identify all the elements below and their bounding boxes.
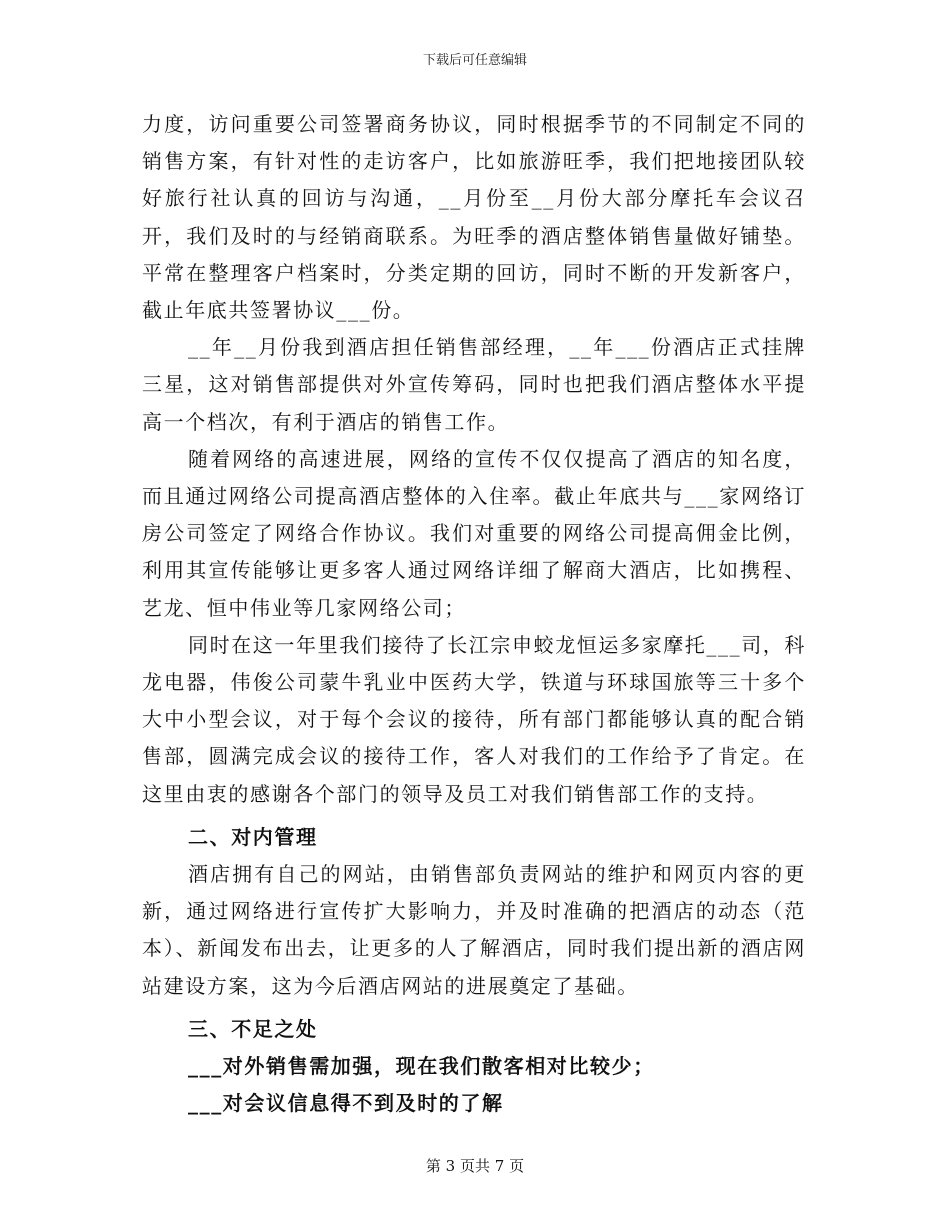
document-body (142, 106, 806, 1122)
paragraph-conference-reception: 同时在这一年里我们接待了长江宗申蛟龙恒运多家摩托___司，科龙电器，伟俊公司蒙牛乳业中医药大学，铁道与环球国旅等三十多个大中小型会议，对于每个会议的接待，所有部门都能够认真的配合销售部，圆满完成会议的接待工作，客人对我们的工作给予了肯定。在这里由衷的感谢各个部门的领导及员工对我们销售部工作的支持。 (142, 632, 806, 806)
paragraph-online-promotion: 随着网络的高速进展，网络的宣传不仅仅提高了酒店的知名度，而且通过网络公司提高酒店整体的入住率。截止年底共与___家网络订房公司签定了网络合作协议。我们对重要的网络公司提高佣金比例，利用其宣传能够让更多客人通过网络详细了解商大酒店，比如携程、艺龙、恒中伟业等几家网络公司； (142, 446, 806, 620)
page-footer: 第 3 页共 7 页 (425, 1157, 525, 1175)
section-heading-internal-management: 二、对内管理 (188, 824, 318, 849)
section-heading-shortcomings: 三、不足之处 (188, 1016, 318, 1041)
paragraph-three-star-rating: __年__月份我到酒店担任销售部经理，__年___份酒店正式挂牌三星，这对销售部提供对外宣传筹码，同时也把我们酒店整体水平提高一个档次，有利于酒店的销售工作。 (142, 335, 806, 434)
paragraph-hotel-website: 酒店拥有自己的网站，由销售部负责网站的维护和网页内容的更新，通过网络进行宣传扩大影响力，并及时准确的把酒店的动态（范本）、新闻发布出去，让更多的人了解酒店，同时我们提出新的酒店网站建设方案，这为今后酒店网站的进展奠定了基础。 (142, 862, 806, 998)
page-header: 下载后可任意编辑 (422, 53, 527, 68)
paragraph-sales-visits: 力度，访问重要公司签署商务协议，同时根据季节的不同制定不同的销售方案，有针对性的走访客户，比如旅游旺季，我们把地接团队较好旅行社认真的回访与沟通，__月份至__月份大部分摩托车会议召开，我们及时的与经销商联系。为旺季的酒店整体销售量做好铺垫。平常在整理客户档案时，分类定期的回访，同时不断的开发新客户，截止年底共签署协议___份。 (142, 112, 806, 323)
shortcoming-item-external-sales: ___对外销售需加强，现在我们散客相对比较少； (188, 1054, 655, 1079)
shortcoming-item-conference-info: ___对会议信息得不到及时的了解 (188, 1091, 504, 1116)
